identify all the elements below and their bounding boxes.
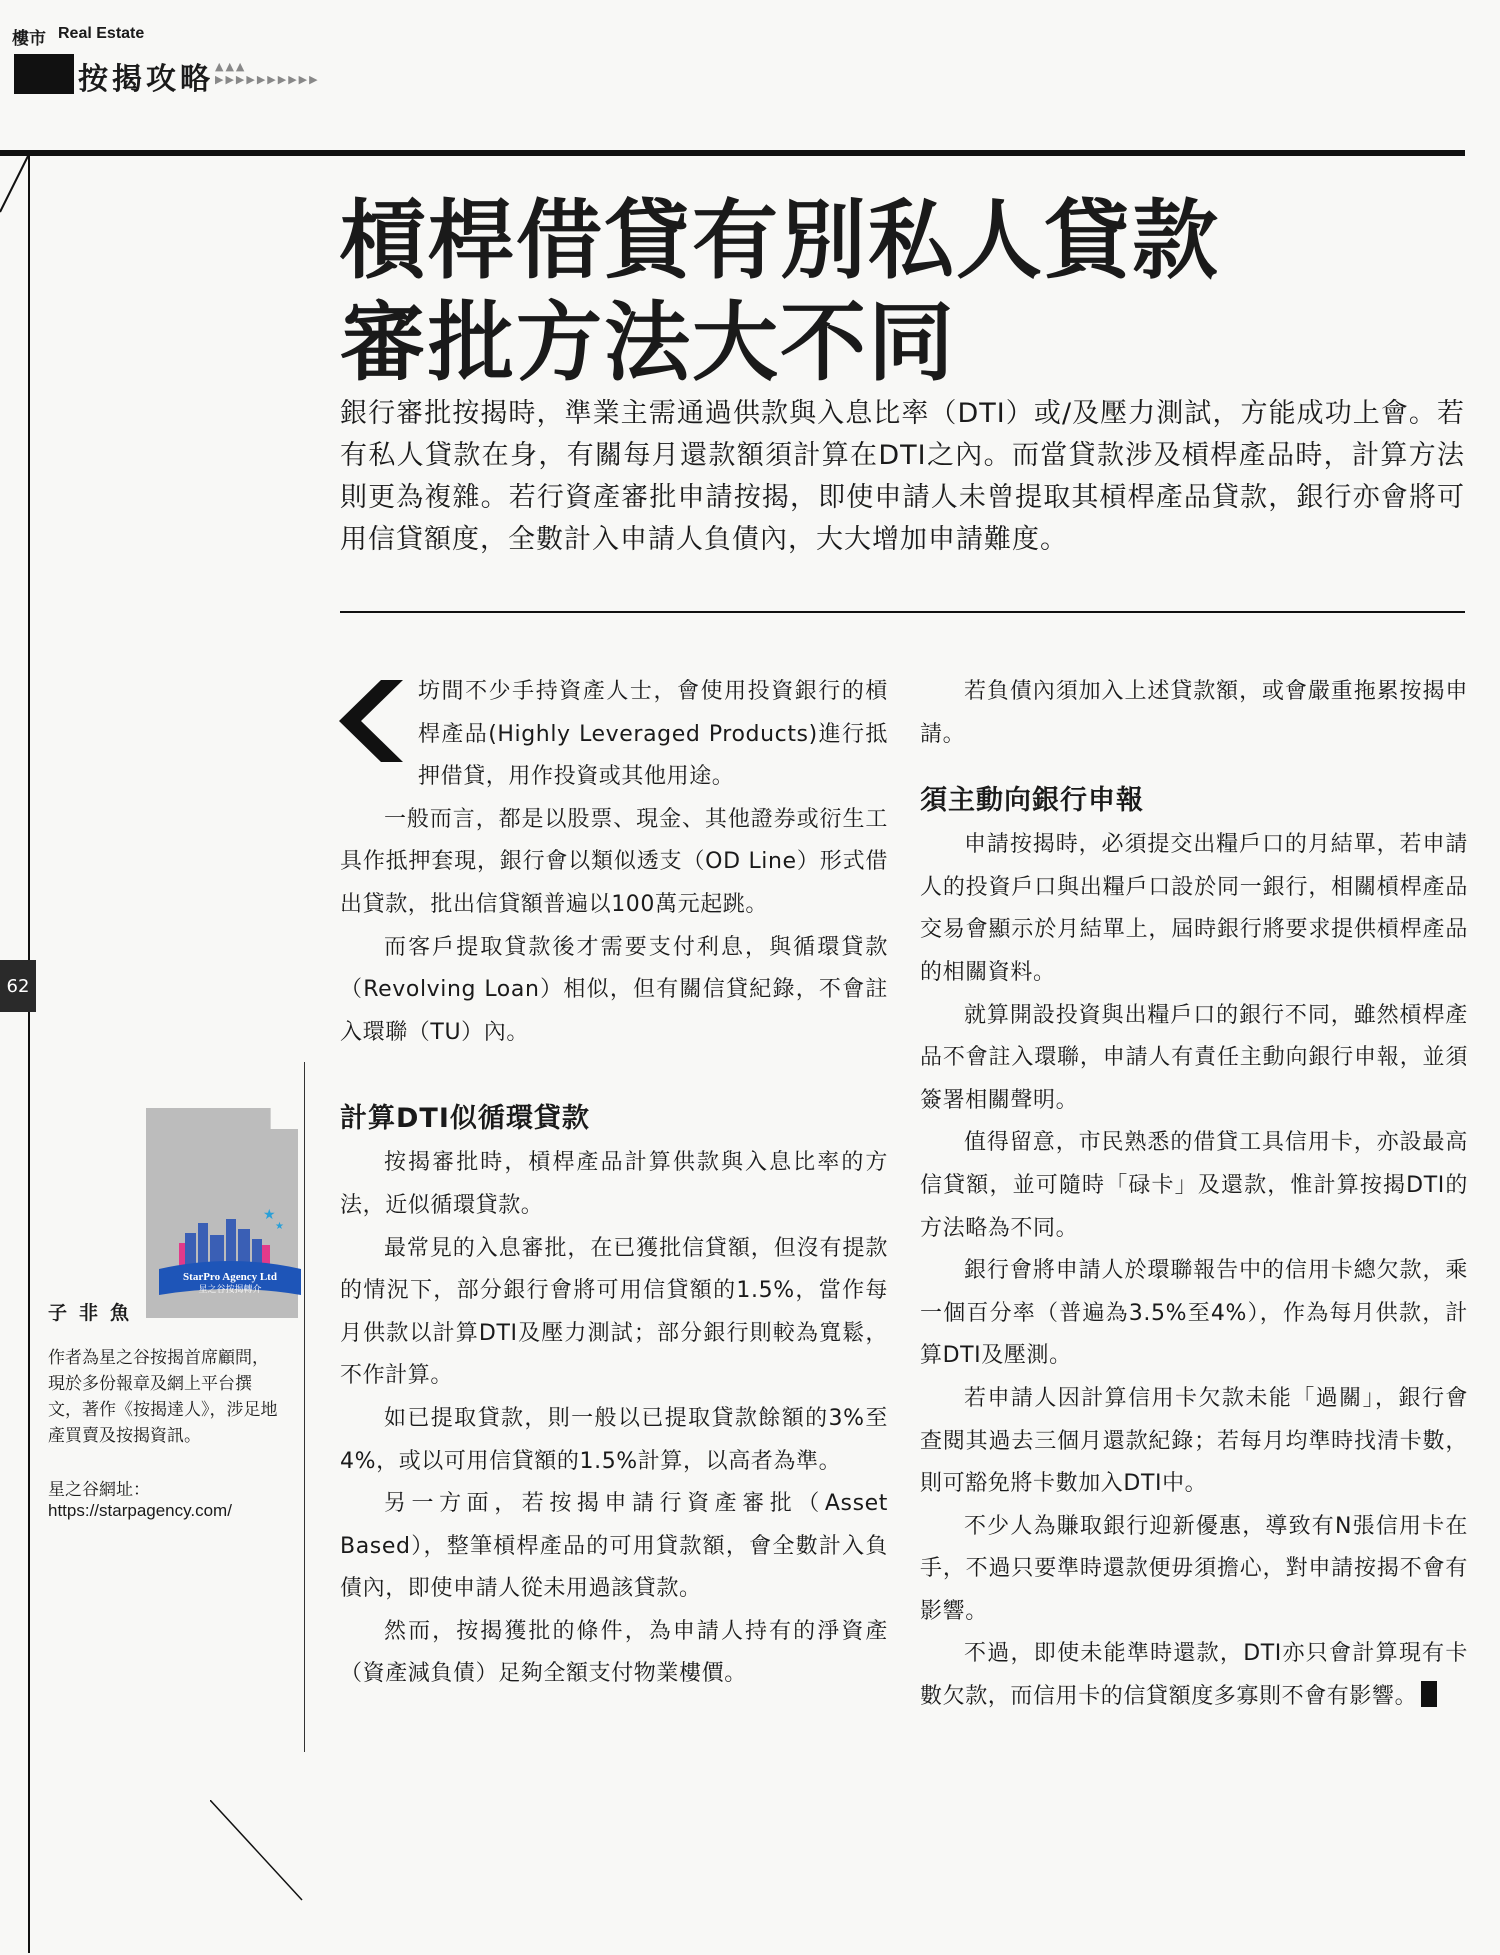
author-bio: 作者為星之谷按揭首席顧問，現於多份報章及網上平台撰文，著作《按揭達人》，涉足地產買賣及按揭資訊。 xyxy=(48,1348,278,1446)
paragraph: 而客戶提取貸款後才需要支付利息，與循環貸款（Revolving Loan）相似，但有關信貸紀錄，不會註入環聯（TU）內。 xyxy=(340,934,888,1045)
starpro-logo xyxy=(155,1205,305,1297)
author-name: 子非魚 xyxy=(48,1302,142,1324)
paragraph: 就算開設投資與出糧戶口的銀行不同，雖然槓桿產品不會註入環聯，申請人有責任主動向銀行申報，並須簽署相關聲明。 xyxy=(920,1002,1468,1113)
column-title: 按揭攻略 xyxy=(78,62,214,97)
svg-text:★: ★ xyxy=(263,1207,276,1223)
top-rule xyxy=(0,150,1465,156)
paragraph: 如已提取貸款，則一般以已提取貸款餘額的3%至4%，或以可用信貸額的1.5%計算，以高者為準。 xyxy=(340,1405,888,1474)
sidebar-divider xyxy=(304,1062,305,1752)
end-mark xyxy=(1421,1681,1437,1707)
paragraph: 值得留意，市民熟悉的借貸工具信用卡，亦設最高信貸額，並可隨時「碌卡」及還款，惟計算按揭DTI的方法略為不同。 xyxy=(920,1130,1468,1241)
body-column-right xyxy=(920,671,1468,1719)
header-block xyxy=(14,54,74,94)
lede: 銀行審批按揭時，準業主需通過供款與入息比率（DTI）或/及壓力測試，方能成功上會。若有私人貸款在身，有關每月還款額須計算在DTI之內。而當貸款涉及槓桿產品時，計算方法則更為複雜。若行資產審批申請按揭，即使申請人未曾提取其槓桿產品貸款，銀行亦會將可用信貸額度，全數計入申請人負債內，大大增加申請難度。 xyxy=(340,398,1465,555)
corner-diagonal-bottom xyxy=(210,1800,310,1910)
header-decoration: ▲▲▲ ▶▶▶▶▶▶▶▶▶▶ xyxy=(215,60,320,86)
headline xyxy=(340,190,1220,394)
paragraph: 申請按揭時，必須提交出糧戶口的月結單，若申請人的投資戶口與出糧戶口設於同一銀行，相關槓桿產品交易會顯示於月結單上，屆時銀行將要求提供槓桿產品的相關資料。 xyxy=(920,832,1468,985)
lede-rule xyxy=(340,611,1465,613)
author-url-label: 星之谷網址： xyxy=(48,1480,150,1500)
paragraph: 一般而言，都是以股票、現金、其他證券或衍生工具作抵押套現，銀行會以類似透支（OD Line）形式借出貸款，批出信貸額普遍以100萬元起跳。 xyxy=(340,806,888,917)
headline-line-1: 槓桿借貸有別私人貸款 xyxy=(340,191,1220,291)
corner-diagonal xyxy=(0,156,30,226)
paragraph: 然而，按揭獲批的條件，為申請人持有的淨資產（資產減負債）足夠全額支付物業樓價。 xyxy=(340,1618,888,1687)
left-frame-line xyxy=(28,156,30,1953)
subheading: 計算DTI似循環貸款 xyxy=(340,1103,590,1135)
paragraph: 若負債內須加入上述貸款額，或會嚴重拖累按揭申請。 xyxy=(920,679,1468,747)
paragraph: 銀行會將申請人於環聯報告中的信用卡總欠款，乘一個百分率（普遍為3.5%至4%），作為每月供款，計算DTI及壓測。 xyxy=(920,1258,1468,1369)
body-column-left xyxy=(340,671,888,1696)
paragraph: 按揭審批時，槓桿產品計算供款與入息比率的方法，近似循環貸款。 xyxy=(340,1150,888,1218)
paragraph: 另一方面，若按揭申請行資產審批（Asset Based），整筆槓桿產品的可用貸款額，會全數計入負債內，即使申請人從未用過該貸款。 xyxy=(340,1491,888,1602)
page-number: 62 xyxy=(0,960,36,1012)
section-label: 樓市 xyxy=(12,29,46,49)
section-label-en: Real Estate xyxy=(58,25,145,42)
logo-subtitle: 星之谷按揭轉介 xyxy=(198,1285,262,1295)
paragraph-text: 不過，即使未能準時還款，DTI亦只會計算現有卡數欠款，而信用卡的信貸額度多寡則不會有影響。 xyxy=(920,1641,1468,1710)
headline-line-2: 審批方法大不同 xyxy=(340,293,956,393)
paragraph: 坊間不少手持資產人士，會使用投資銀行的槓桿產品(Highly Leveraged Products)進行抵押借貸，用作投資或其他用途。 xyxy=(418,679,888,790)
paragraph xyxy=(920,1633,1468,1718)
paragraph: 最常見的入息審批，在已獲批信貸額，但沒有提款的情況下，部分銀行會將可用信貸額的1.5%，當作每月供款以計算DTI及壓力測試；部分銀行則較為寬鬆，不作計算。 xyxy=(340,1235,888,1389)
author-url: https://starpagency.com/ xyxy=(48,1501,232,1520)
logo-name: StarPro Agency Ltd xyxy=(183,1271,277,1283)
paragraph: 若申請人因計算信用卡欠款未能「過關」，銀行會查閱其過去三個月還款紀錄；若每月均準時找清卡數，則可豁免將卡數加入DTI中。 xyxy=(920,1385,1468,1497)
paragraph: 不少人為賺取銀行迎新優惠，導致有N張信用卡在手，不過只要準時還款便毋須擔心，對申請按揭不會有影響。 xyxy=(920,1513,1468,1624)
svg-text:★: ★ xyxy=(275,1221,284,1232)
subheading: 須主動向銀行申報 xyxy=(920,785,1144,817)
